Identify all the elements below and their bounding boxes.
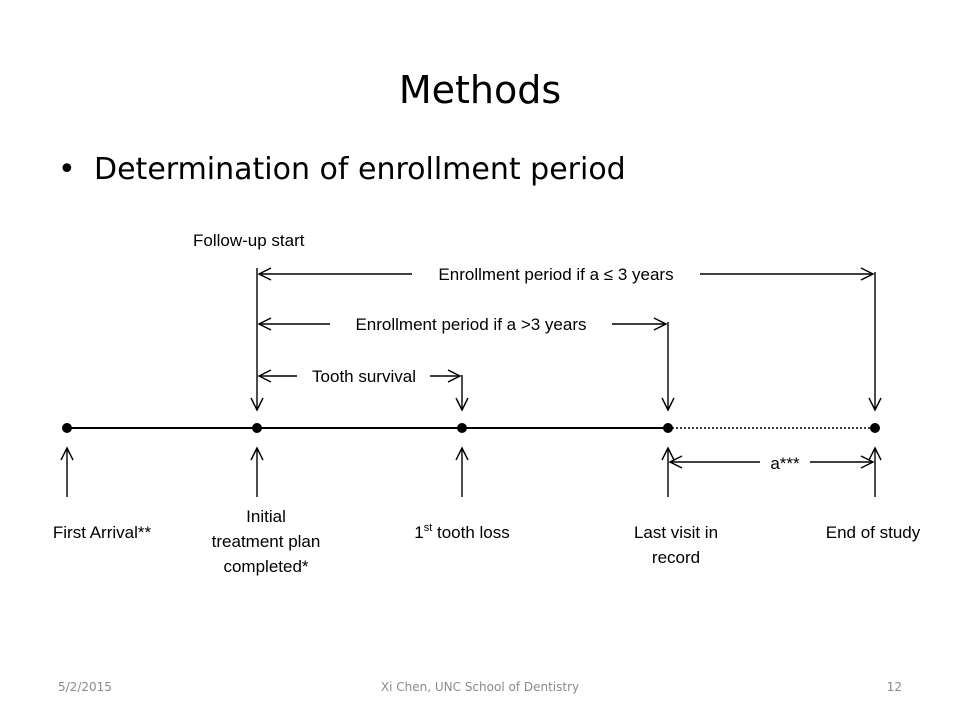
initial-plan-label-line1: Initial — [246, 507, 286, 526]
footer-page-number: 12 — [886, 680, 902, 694]
last-visit-label-line2: record — [651, 548, 701, 567]
slide-title: Methods — [398, 68, 562, 112]
initial-plan-label-line3: completed* — [223, 557, 309, 576]
bullet-icon: • — [58, 152, 76, 187]
dot-initial-plan — [252, 423, 262, 433]
first-arrival-label: First Arrival** — [52, 523, 152, 542]
first-tooth-loss-text: tooth loss — [432, 523, 510, 542]
bullet-text: Determination of enrollment period — [94, 152, 626, 187]
span-gt3-label: Enrollment period if a >3 years — [355, 315, 587, 334]
span-a-label: a*** — [770, 454, 800, 473]
span-le3-label: Enrollment period if a ≤ 3 years — [438, 265, 674, 284]
end-of-study-label: End of study — [825, 523, 921, 542]
first-tooth-loss-label — [414, 522, 510, 542]
dot-first-arrival — [62, 423, 72, 433]
last-visit-label-line1: Last visit in — [633, 523, 719, 542]
footer-date: 5/2/2015 — [58, 680, 112, 694]
dot-first-tooth-loss — [457, 423, 467, 433]
footer-author: Xi Chen, UNC School of Dentistry — [380, 680, 580, 694]
first-tooth-loss-superscript: st — [423, 522, 433, 534]
initial-plan-label-line2: treatment plan — [211, 532, 321, 551]
span-tooth-label: Tooth survival — [312, 367, 416, 386]
follow-up-start-label: Follow-up start — [193, 231, 305, 250]
dot-end-of-study — [870, 423, 880, 433]
dot-last-visit — [663, 423, 673, 433]
first-tooth-loss-number: 1 — [414, 523, 424, 542]
